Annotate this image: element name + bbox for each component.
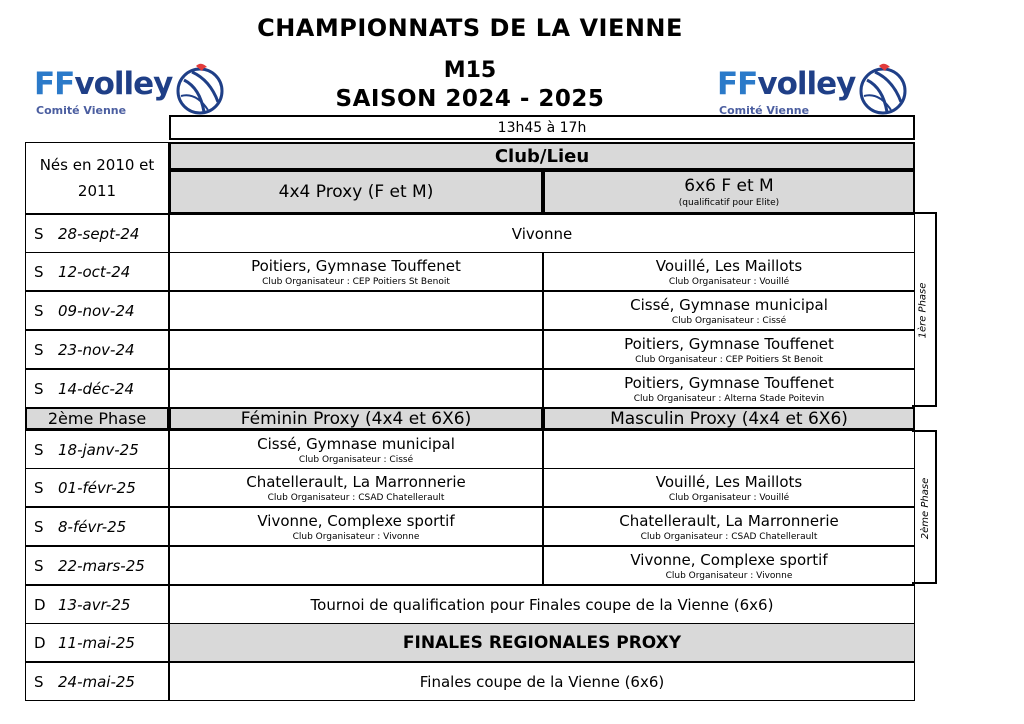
event-text: Finales coupe de la Vienne (6x6) bbox=[419, 672, 665, 691]
venue-place: Cissé, Gymnase municipal bbox=[257, 434, 455, 453]
day-letter: D bbox=[34, 595, 46, 614]
date-text: 28-sept-24 bbox=[58, 224, 140, 243]
day-letter: S bbox=[34, 379, 44, 398]
date-text: 18-janv-25 bbox=[58, 440, 139, 459]
venue-club: Club Organisateur : Cissé bbox=[671, 315, 787, 326]
date-text: 01-févr-25 bbox=[58, 478, 136, 497]
volleyball-rooster-icon bbox=[174, 62, 224, 116]
day-letter: S bbox=[34, 517, 44, 536]
page-title: CHAMPIONNATS DE LA VIENNE bbox=[257, 14, 683, 42]
date-cell bbox=[25, 468, 169, 507]
day-letter: S bbox=[34, 672, 44, 691]
date-cell bbox=[25, 330, 169, 369]
day-letter: S bbox=[34, 440, 44, 459]
venue-place: Cissé, Gymnase municipal bbox=[630, 295, 828, 314]
event-cell bbox=[169, 585, 915, 624]
day-letter: S bbox=[34, 301, 44, 320]
venue-cell-right bbox=[543, 430, 915, 469]
venue-place: Chatellerault, La Marronnerie bbox=[619, 511, 839, 530]
phase-2-label: 2ème Phase bbox=[920, 477, 932, 540]
venue-cell-right bbox=[543, 369, 915, 408]
venue-cell-right bbox=[543, 252, 915, 291]
venue-cell-right bbox=[543, 468, 915, 507]
date-cell bbox=[25, 430, 169, 469]
date-cell bbox=[25, 662, 169, 701]
col-6x6-header: 6x6 F et M (qualificatif pour Elite) bbox=[543, 170, 915, 214]
venue-club: Club Organisateur : CSAD Chatellerault bbox=[267, 492, 445, 503]
phase-1-label: 1ère Phase bbox=[917, 282, 929, 339]
date-cell bbox=[25, 585, 169, 624]
venue-place: Chatellerault, La Marronnerie bbox=[246, 472, 466, 491]
time-cell: 13h45 à 17h bbox=[169, 115, 915, 140]
venue-place: Poitiers, Gymnase Touffenet bbox=[624, 373, 834, 392]
col-4x4-header: 4x4 Proxy (F et M) bbox=[169, 170, 543, 214]
day-letter: S bbox=[34, 478, 44, 497]
venue-cell-left bbox=[169, 546, 543, 585]
venue-club: Club Organisateur : Vivonne bbox=[665, 570, 793, 581]
venue-cell-left bbox=[169, 507, 543, 546]
ffvolley-logo-left: FFvolley Comité Vienne bbox=[34, 66, 234, 126]
venue-cell-left bbox=[169, 252, 543, 291]
phase-2-row-label: 2ème Phase bbox=[25, 407, 169, 430]
date-text: 23-nov-24 bbox=[58, 340, 135, 359]
venue-place: Poitiers, Gymnase Touffenet bbox=[624, 334, 834, 353]
date-cell bbox=[25, 546, 169, 585]
season-title: SAISON 2024 - 2025 bbox=[335, 86, 605, 112]
venue-place: Vouillé, Les Maillots bbox=[655, 472, 803, 491]
day-letter: D bbox=[34, 633, 46, 652]
venue-club: Club Organisateur : Vouillé bbox=[668, 276, 790, 287]
venue-club: Club Organisateur : Alterna Stade Poitevin bbox=[633, 393, 825, 404]
date-cell bbox=[25, 369, 169, 408]
event-cell bbox=[169, 662, 915, 701]
birth-years-cell: Nés en 2010 et 2011 bbox=[25, 142, 169, 214]
category-title: M15 bbox=[443, 58, 497, 83]
event-cell bbox=[169, 623, 915, 662]
venue-cell-right bbox=[543, 546, 915, 585]
date-text: 8-févr-25 bbox=[58, 517, 127, 536]
date-text: 11-mai-25 bbox=[58, 633, 135, 652]
venue-cell-left bbox=[169, 291, 543, 330]
event-text: FINALES REGIONALES PROXY bbox=[402, 632, 682, 653]
event-text: Vivonne bbox=[511, 224, 573, 243]
date-text: 22-mars-25 bbox=[58, 556, 145, 575]
venue-club: Club Organisateur : CEP Poitiers St Benoit bbox=[635, 354, 823, 365]
venue-cell-right bbox=[543, 291, 915, 330]
day-letter: S bbox=[34, 262, 44, 281]
venue-cell-left bbox=[169, 330, 543, 369]
day-letter: S bbox=[34, 556, 44, 575]
venue-club: Club Organisateur : Vouillé bbox=[668, 492, 790, 503]
phase-2-masculin-header: Masculin Proxy (4x4 et 6X6) bbox=[543, 407, 915, 430]
venue-place: Vouillé, Les Maillots bbox=[655, 256, 803, 275]
venue-place: Poitiers, Gymnase Touffenet bbox=[251, 256, 461, 275]
venue-club: Club Organisateur : CEP Poitiers St Benoit bbox=[262, 276, 450, 287]
venue-cell-right bbox=[543, 330, 915, 369]
club-lieu-header: Club/Lieu bbox=[169, 142, 915, 170]
day-letter: S bbox=[34, 340, 44, 359]
date-cell bbox=[25, 507, 169, 546]
event-text: Tournoi de qualification pour Finales coupe de la Vienne (6x6) bbox=[310, 595, 774, 614]
date-text: 12-oct-24 bbox=[58, 262, 131, 281]
date-text: 14-déc-24 bbox=[58, 379, 134, 398]
date-cell bbox=[25, 252, 169, 291]
date-text: 09-nov-24 bbox=[58, 301, 135, 320]
day-letter: S bbox=[34, 224, 44, 243]
venue-club: Club Organisateur : Cissé bbox=[298, 454, 414, 465]
event-cell bbox=[169, 214, 915, 253]
date-cell bbox=[25, 623, 169, 662]
venue-place: Vivonne, Complexe sportif bbox=[630, 550, 828, 569]
venue-cell-left bbox=[169, 369, 543, 408]
venue-cell-left bbox=[169, 468, 543, 507]
ffvolley-logo-right: FFvolley Comité Vienne bbox=[717, 66, 917, 126]
phase-2-feminin-header: Féminin Proxy (4x4 et 6X6) bbox=[169, 407, 543, 430]
date-cell bbox=[25, 214, 169, 253]
date-text: 24-mai-25 bbox=[58, 672, 135, 691]
venue-club: Club Organisateur : Vivonne bbox=[292, 531, 420, 542]
venue-cell-right bbox=[543, 507, 915, 546]
venue-cell-left bbox=[169, 430, 543, 469]
date-cell bbox=[25, 291, 169, 330]
volleyball-rooster-icon bbox=[857, 62, 907, 116]
date-text: 13-avr-25 bbox=[58, 595, 131, 614]
venue-place: Vivonne, Complexe sportif bbox=[257, 511, 455, 530]
venue-club: Club Organisateur : CSAD Chatellerault bbox=[640, 531, 818, 542]
